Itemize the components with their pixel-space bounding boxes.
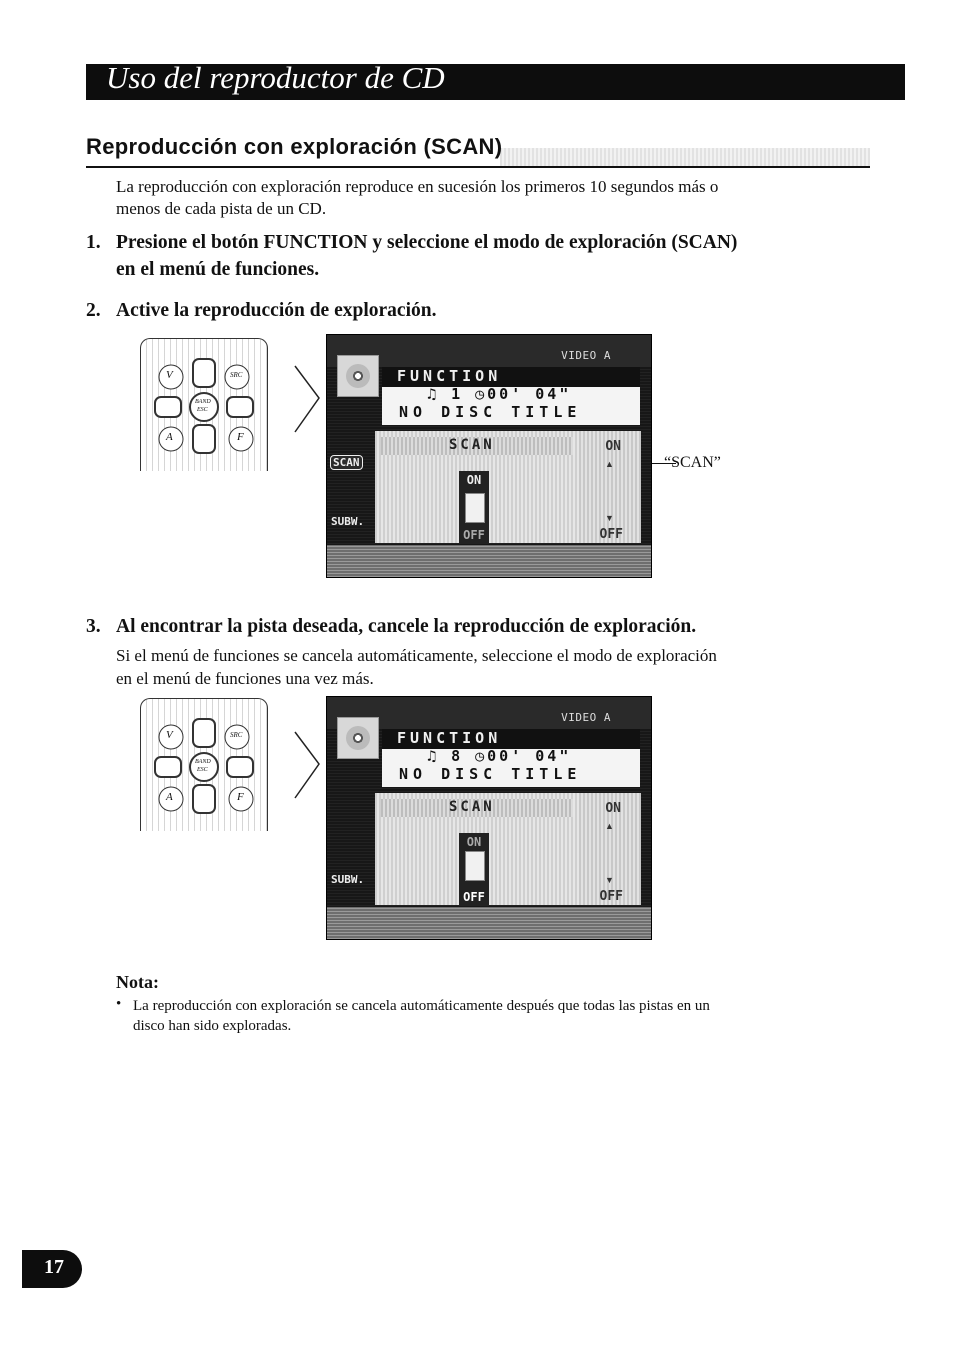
- clock-icon: ◷: [475, 385, 488, 403]
- display-screen-2: [326, 696, 652, 940]
- screen2-subw-button: SUBW.: [331, 873, 365, 886]
- remote-a-label: A: [166, 791, 173, 803]
- screen1-switch-on: ON: [466, 473, 482, 487]
- screen2-video-label: VIDEO A: [561, 711, 611, 724]
- disc-icon: [337, 717, 379, 759]
- remote-a-label: A: [166, 431, 173, 443]
- chapter-title: Uso del reproductor de CD: [106, 60, 445, 95]
- screen2-time: 00' 04": [487, 747, 572, 765]
- toggle-switch-knob: [465, 493, 485, 523]
- screen1-track-row: [427, 385, 571, 403]
- screen2-track-row: [427, 747, 571, 765]
- display-screen-1: [326, 334, 652, 578]
- screen2-switch-on: ON: [466, 835, 482, 849]
- disc-icon: [337, 355, 379, 397]
- screen1-function-label: FUNCTION: [397, 367, 502, 385]
- remote-esc-label: ESC: [197, 767, 208, 773]
- screen1-video-label: VIDEO A: [561, 349, 611, 362]
- note-line-2: disco han sido exploradas.: [133, 1018, 292, 1034]
- step-2-number: 2.: [86, 300, 101, 321]
- toggle-switch-knob: [465, 851, 485, 881]
- screen1-off-label: OFF: [599, 527, 623, 542]
- down-arrow-icon: ▼: [605, 875, 614, 885]
- remote-v-label: V: [166, 729, 173, 741]
- step-1-number: 1.: [86, 232, 101, 253]
- step-3-line-1: Al encontrar la pista deseada, cancele la reproducción de exploración.: [116, 616, 697, 637]
- note-bullet: •: [116, 996, 122, 1012]
- note-text: [133, 996, 833, 1036]
- remote-src-label: SRC: [230, 731, 243, 739]
- up-arrow-icon: ▲: [605, 821, 614, 831]
- screen2-on-label: ON: [605, 801, 621, 816]
- down-arrow-icon: ▼: [605, 513, 614, 523]
- step-3-number: 3.: [86, 616, 101, 637]
- note-title: Nota:: [116, 972, 159, 992]
- section-title: Reproducción con exploración (SCAN): [86, 134, 503, 159]
- clock-icon: ◷: [475, 747, 488, 765]
- remote-illustration-2: [140, 698, 268, 831]
- music-note-icon: ♫: [427, 747, 440, 765]
- screen2-function-label: FUNCTION: [397, 729, 502, 747]
- screen2-switch-off: OFF: [463, 890, 485, 904]
- step-2-line-1: Active la reproducción de exploración.: [116, 300, 437, 321]
- screen2-scan-item: SCAN: [449, 799, 495, 815]
- remote-src-label: SRC: [230, 371, 243, 379]
- note-line-1: La reproducción con exploración se cancela automáticamente después que todas las pistas en un: [133, 998, 710, 1014]
- step-1-line-2: en el menú de funciones.: [116, 259, 320, 280]
- screen1-subw-button: SUBW.: [331, 515, 365, 528]
- screen1-scan-button: SCAN: [330, 455, 363, 470]
- screen2-track: 8: [451, 747, 464, 765]
- section-rule: [86, 166, 870, 168]
- page-number: 17: [44, 1256, 64, 1278]
- remote-band-label: BAND: [195, 759, 211, 765]
- screen1-time: 00' 04": [487, 385, 572, 403]
- scan-callout: “SCAN”: [664, 454, 721, 471]
- section-rule-shading: [500, 148, 870, 166]
- screen1-scan-item: SCAN: [449, 437, 495, 453]
- arrow-icon-2: [292, 730, 322, 800]
- remote-illustration-1: [140, 338, 268, 471]
- up-arrow-icon: ▲: [605, 459, 614, 469]
- screen1-disc-title: NO DISC TITLE: [399, 403, 582, 421]
- screen1-on-label: ON: [605, 439, 621, 454]
- screen2-off-label: OFF: [599, 889, 623, 904]
- step-3-desc-1: Si el menú de funciones se cancela automáticamente, seleccione el modo de exploración: [116, 646, 717, 665]
- intro-line-1: La reproducción con exploración reproduce en sucesión los primeros 10 segundos más o: [116, 177, 719, 196]
- intro-line-2: menos de cada pista de un CD.: [116, 199, 327, 218]
- remote-f-label: F: [237, 431, 244, 443]
- step-3-desc-2: en el menú de funciones una vez más.: [116, 669, 374, 688]
- arrow-icon-1: [292, 364, 322, 434]
- remote-esc-label: ESC: [197, 407, 208, 413]
- screen1-track: 1: [451, 385, 464, 403]
- music-note-icon: ♫: [427, 385, 440, 403]
- remote-band-label: BAND: [195, 399, 211, 405]
- step-1-line-1: Presione el botón FUNCTION y seleccione el modo de exploración (SCAN): [116, 232, 738, 253]
- remote-f-label: F: [237, 791, 244, 803]
- remote-v-label: V: [166, 369, 173, 381]
- screen2-disc-title: NO DISC TITLE: [399, 765, 582, 783]
- screen1-switch-off: OFF: [463, 528, 485, 542]
